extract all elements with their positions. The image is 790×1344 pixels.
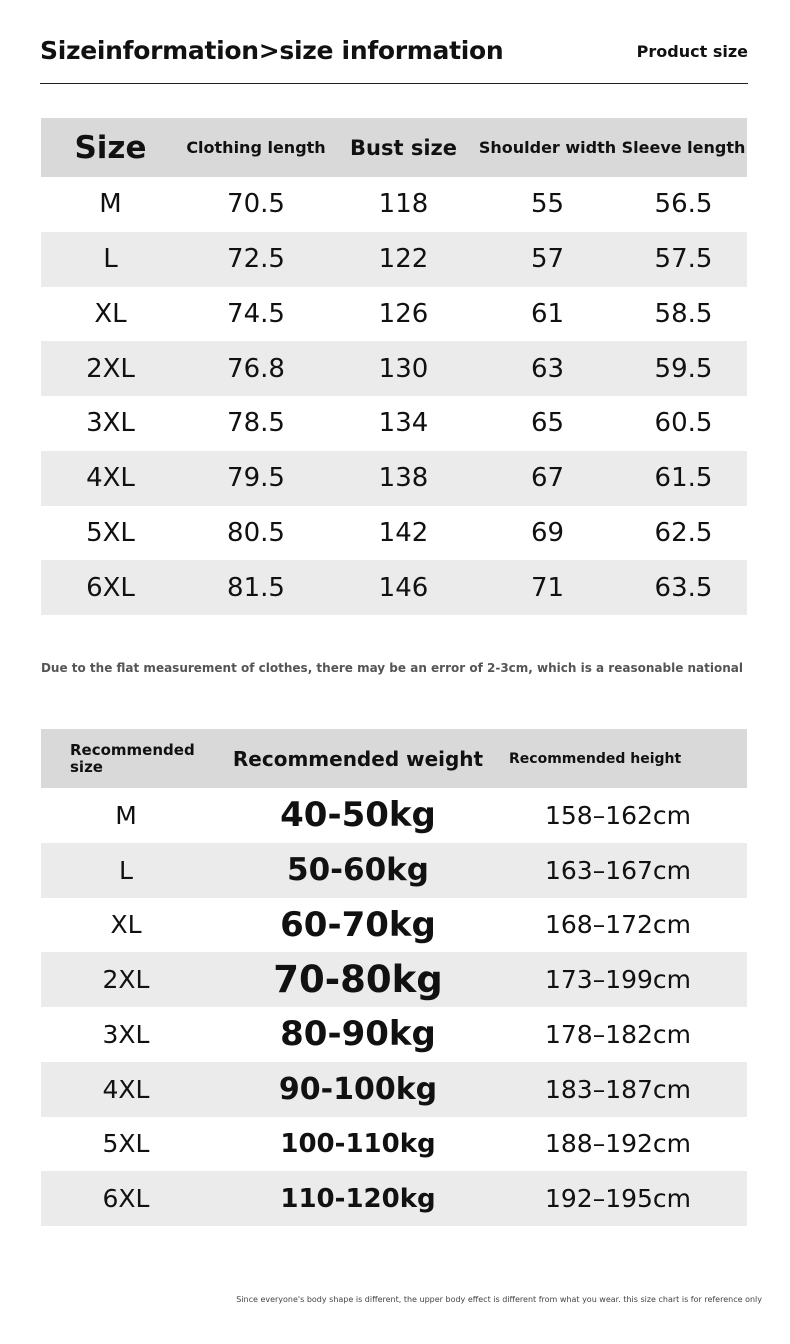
- clothing-length-cell: 78.5: [227, 408, 285, 439]
- recommendation-table-header-row: [41, 729, 747, 788]
- sleeve-length-cell: 57.5: [654, 244, 713, 275]
- table-row: [41, 1171, 747, 1226]
- height-cell: 192–195cm: [545, 1184, 692, 1214]
- table-row: [41, 506, 747, 561]
- table-row: [41, 1007, 747, 1062]
- table-row: [41, 1117, 747, 1172]
- sleeve-length-cell: 59.5: [654, 353, 713, 384]
- shoulder-width-cell: 61: [530, 298, 565, 329]
- table-row: [41, 232, 747, 287]
- bust-size-cell: 118: [378, 189, 429, 220]
- sleeve-length-cell: 61.5: [654, 463, 713, 494]
- size-cell: 4XL: [102, 1074, 150, 1104]
- bust-size-cell: 134: [378, 408, 429, 439]
- table-row: [41, 952, 747, 1007]
- height-cell: 158–162cm: [545, 800, 692, 830]
- table-row: [41, 788, 747, 843]
- sleeve-length-cell: 63.5: [654, 572, 713, 603]
- bust-size-cell: 138: [378, 463, 429, 494]
- shoulder-width-cell: 65: [530, 408, 565, 439]
- col-header-bust-size: Bust size: [350, 135, 457, 160]
- clothing-length-cell: 81.5: [227, 572, 285, 603]
- table-row: [41, 1062, 747, 1117]
- clothing-length-cell: 72.5: [227, 244, 285, 275]
- weight-cell: 40-50kg: [280, 795, 436, 836]
- clothing-length-cell: 80.5: [227, 517, 285, 548]
- size-cell: 3XL: [102, 1019, 150, 1049]
- sleeve-length-cell: 60.5: [654, 408, 713, 439]
- product-size-label: Product size: [636, 42, 748, 61]
- size-cell: M: [99, 189, 122, 220]
- footer-note: Since everyone's body shape is different, the upper body effect is different from what you wear. this size chart is for reference only: [236, 1295, 762, 1304]
- weight-cell: 90-100kg: [278, 1071, 438, 1107]
- table-row: [41, 287, 747, 342]
- table-row: [41, 341, 747, 396]
- size-cell: 3XL: [86, 408, 135, 439]
- shoulder-width-cell: 57: [530, 244, 565, 275]
- col-header-sleeve-length: Sleeve length: [621, 138, 746, 157]
- sleeve-length-cell: 56.5: [654, 189, 713, 220]
- height-cell: 163–167cm: [545, 855, 692, 885]
- table-row: [41, 898, 747, 953]
- measurement-note: Due to the flat measurement of clothes, there may be an error of 2-3cm, which is a reasonable national: [40, 661, 743, 675]
- col-header-recommended-height: Recommended height: [509, 750, 682, 767]
- table-row: [41, 396, 747, 451]
- weight-cell: 100-110kg: [280, 1128, 436, 1159]
- sleeve-length-cell: 58.5: [654, 298, 713, 329]
- bust-size-cell: 126: [378, 298, 429, 329]
- weight-cell: 70-80kg: [273, 958, 443, 1002]
- table-row: [41, 560, 747, 615]
- weight-cell: 50-60kg: [287, 852, 429, 889]
- sleeve-length-cell: 62.5: [654, 517, 713, 548]
- table-row: [41, 843, 747, 898]
- height-cell: 183–187cm: [545, 1074, 692, 1104]
- table-row: [41, 177, 747, 232]
- height-cell: 188–192cm: [545, 1129, 692, 1159]
- bust-size-cell: 146: [378, 572, 429, 603]
- col-header-recommended-weight: Recommended weight: [232, 746, 484, 771]
- recommendation-table: [41, 729, 747, 1226]
- shoulder-width-cell: 69: [530, 517, 565, 548]
- size-cell: M: [115, 800, 137, 830]
- weight-cell: 110-120kg: [280, 1183, 436, 1214]
- col-header-clothing-length: Clothing length: [186, 138, 326, 157]
- page-title: Sizeinformation>size information: [40, 36, 504, 65]
- weight-cell: 80-90kg: [280, 1014, 436, 1055]
- height-cell: 168–172cm: [545, 910, 692, 940]
- bust-size-cell: 122: [378, 244, 429, 275]
- size-table: [41, 118, 747, 615]
- size-cell: 4XL: [86, 463, 135, 494]
- size-cell: 2XL: [86, 353, 135, 384]
- height-cell: 178–182cm: [545, 1019, 692, 1049]
- shoulder-width-cell: 71: [530, 572, 565, 603]
- size-cell: 6XL: [86, 572, 135, 603]
- size-cell: XL: [110, 910, 142, 940]
- size-cell: L: [119, 855, 133, 885]
- shoulder-width-cell: 67: [530, 463, 565, 494]
- col-header-recommended-size: Recommended size: [70, 740, 195, 776]
- size-cell: 5XL: [102, 1129, 150, 1159]
- clothing-length-cell: 79.5: [227, 463, 285, 494]
- size-cell: 6XL: [102, 1184, 150, 1214]
- bust-size-cell: 142: [378, 517, 429, 548]
- size-table-header-row: [41, 118, 747, 177]
- size-cell: 5XL: [86, 517, 135, 548]
- shoulder-width-cell: 63: [530, 353, 565, 384]
- size-cell: XL: [94, 298, 127, 329]
- height-cell: 173–199cm: [545, 965, 692, 995]
- size-cell: L: [103, 244, 118, 275]
- bust-size-cell: 130: [378, 353, 429, 384]
- weight-cell: 60-70kg: [280, 904, 436, 945]
- clothing-length-cell: 70.5: [227, 189, 285, 220]
- page-header: [40, 36, 748, 84]
- size-cell: 2XL: [102, 965, 150, 995]
- col-header-shoulder-width: Shoulder width: [478, 138, 617, 157]
- clothing-length-cell: 76.8: [227, 353, 285, 384]
- clothing-length-cell: 74.5: [227, 298, 285, 329]
- table-row: [41, 451, 747, 506]
- shoulder-width-cell: 55: [530, 189, 565, 220]
- col-header-size: Size: [74, 129, 147, 166]
